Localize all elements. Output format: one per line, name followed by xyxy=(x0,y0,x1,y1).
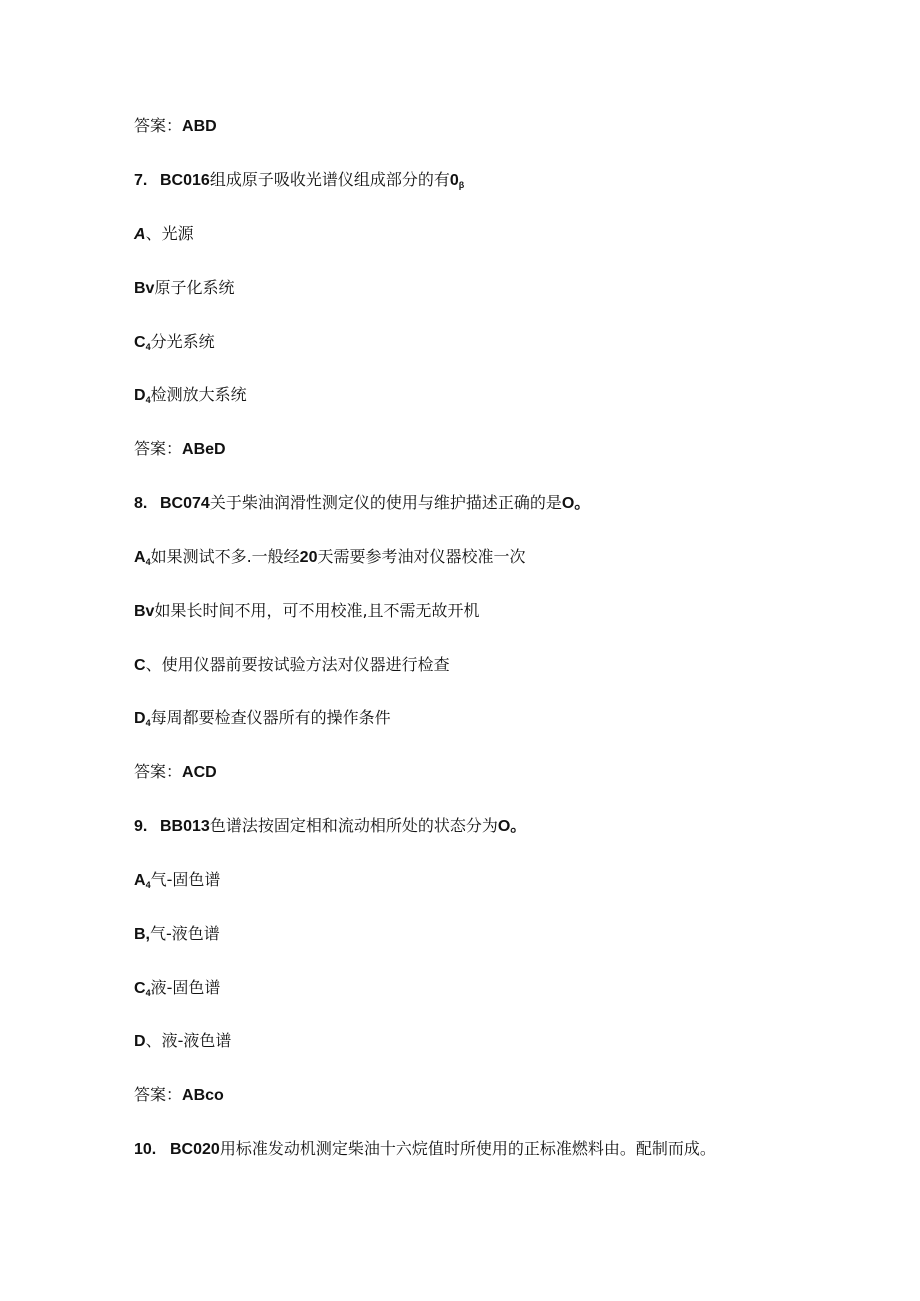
answer-line xyxy=(134,1085,224,1106)
question-tail: O。 xyxy=(561,495,591,512)
option-letter: D xyxy=(134,710,146,727)
question-8 xyxy=(134,493,590,514)
option-text: 检测放大系统 xyxy=(150,385,247,404)
option-letter-sub: 4 xyxy=(145,880,151,890)
option-letter-sub: 4 xyxy=(145,988,151,998)
option-a xyxy=(134,224,194,245)
option-letter: B, xyxy=(134,926,150,943)
question-code: BC020 xyxy=(170,1141,220,1158)
option-sep: 、 xyxy=(145,224,162,243)
option-text: 如果长时间不用，可不用校准,且不需无故开机 xyxy=(154,601,480,620)
answer-prefix: 答案： xyxy=(134,762,183,781)
answer-value: ABeD xyxy=(182,441,226,458)
answer-line xyxy=(134,116,217,137)
answer-value: ABD xyxy=(182,118,217,135)
option-letter-sub: 4 xyxy=(145,395,151,405)
option-text-2: 天需要参考油对仪器校准一次 xyxy=(317,547,526,566)
question-text: 色谱法按固定相和流动相所处的状态分为 xyxy=(209,816,498,835)
option-letter: C xyxy=(134,334,146,351)
option-sep: 、 xyxy=(145,655,162,674)
answer-line xyxy=(134,762,217,783)
option-d xyxy=(134,385,247,410)
option-letter: C xyxy=(134,980,146,997)
answer-value: ACD xyxy=(182,764,217,781)
option-text: 气-液色谱 xyxy=(150,924,220,943)
question-text: 用标准发动机测定柴油十六烷值时所使用的正标准燃料由。配制而成。 xyxy=(219,1139,716,1158)
question-text: 组成原子吸收光谱仪组成部分的有 xyxy=(209,170,450,189)
question-code: BC074 xyxy=(160,495,210,512)
question-tail: O。 xyxy=(497,818,527,835)
option-number: 20 xyxy=(299,549,318,566)
answer-value: ABco xyxy=(182,1087,224,1104)
option-b xyxy=(134,278,234,299)
option-text: 原子化系统 xyxy=(154,278,235,297)
option-text: 光源 xyxy=(161,224,194,243)
option-c xyxy=(134,332,215,357)
answer-prefix: 答案： xyxy=(134,1085,183,1104)
option-a xyxy=(134,870,220,895)
answer-prefix: 答案： xyxy=(134,439,183,458)
question-number: 8. xyxy=(134,495,148,512)
question-code: BB013 xyxy=(160,818,210,835)
question-tail-sub: β xyxy=(458,180,465,190)
option-letter: A xyxy=(134,549,146,566)
option-text: 每周都要检查仪器所有的操作条件 xyxy=(150,708,391,727)
option-b xyxy=(134,924,220,945)
option-d xyxy=(134,708,391,733)
option-text: 使用仪器前要按试验方法对仪器进行检查 xyxy=(161,655,450,674)
option-text: 液-液色谱 xyxy=(161,1031,232,1050)
question-number: 9. xyxy=(134,818,148,835)
option-letter-sub: 4 xyxy=(145,718,151,728)
option-letter: D xyxy=(134,387,146,404)
answer-line xyxy=(134,439,226,460)
option-text: 液-固色谱 xyxy=(150,978,221,997)
option-letter: D xyxy=(134,1033,146,1050)
option-c xyxy=(134,655,450,676)
option-letter-sub: 4 xyxy=(145,557,151,567)
option-a xyxy=(134,547,525,572)
question-9 xyxy=(134,816,526,837)
question-7 xyxy=(134,170,464,195)
option-letter: Bv xyxy=(134,280,155,297)
option-sep: 、 xyxy=(145,1031,162,1050)
question-code: BC016 xyxy=(160,172,210,189)
question-number: 7. xyxy=(134,172,148,189)
question-10 xyxy=(134,1139,716,1160)
option-text: 如果测试不多.一般经 xyxy=(150,547,300,566)
option-text: 分光系统 xyxy=(150,332,215,351)
question-text: 关于柴油润滑性测定仪的使用与维护描述正确的是 xyxy=(209,493,562,512)
option-letter-sub: 4 xyxy=(145,342,151,352)
option-b xyxy=(134,601,480,622)
option-d xyxy=(134,1031,231,1052)
question-number: 10. xyxy=(134,1141,157,1158)
question-tail: 0 xyxy=(449,172,459,189)
option-letter: A xyxy=(134,226,146,243)
option-letter: Bv xyxy=(134,603,155,620)
option-letter: C xyxy=(134,657,146,674)
option-letter: A xyxy=(134,872,146,889)
option-c xyxy=(134,978,220,1003)
option-text: 气-固色谱 xyxy=(150,870,221,889)
answer-prefix: 答案： xyxy=(134,116,183,135)
